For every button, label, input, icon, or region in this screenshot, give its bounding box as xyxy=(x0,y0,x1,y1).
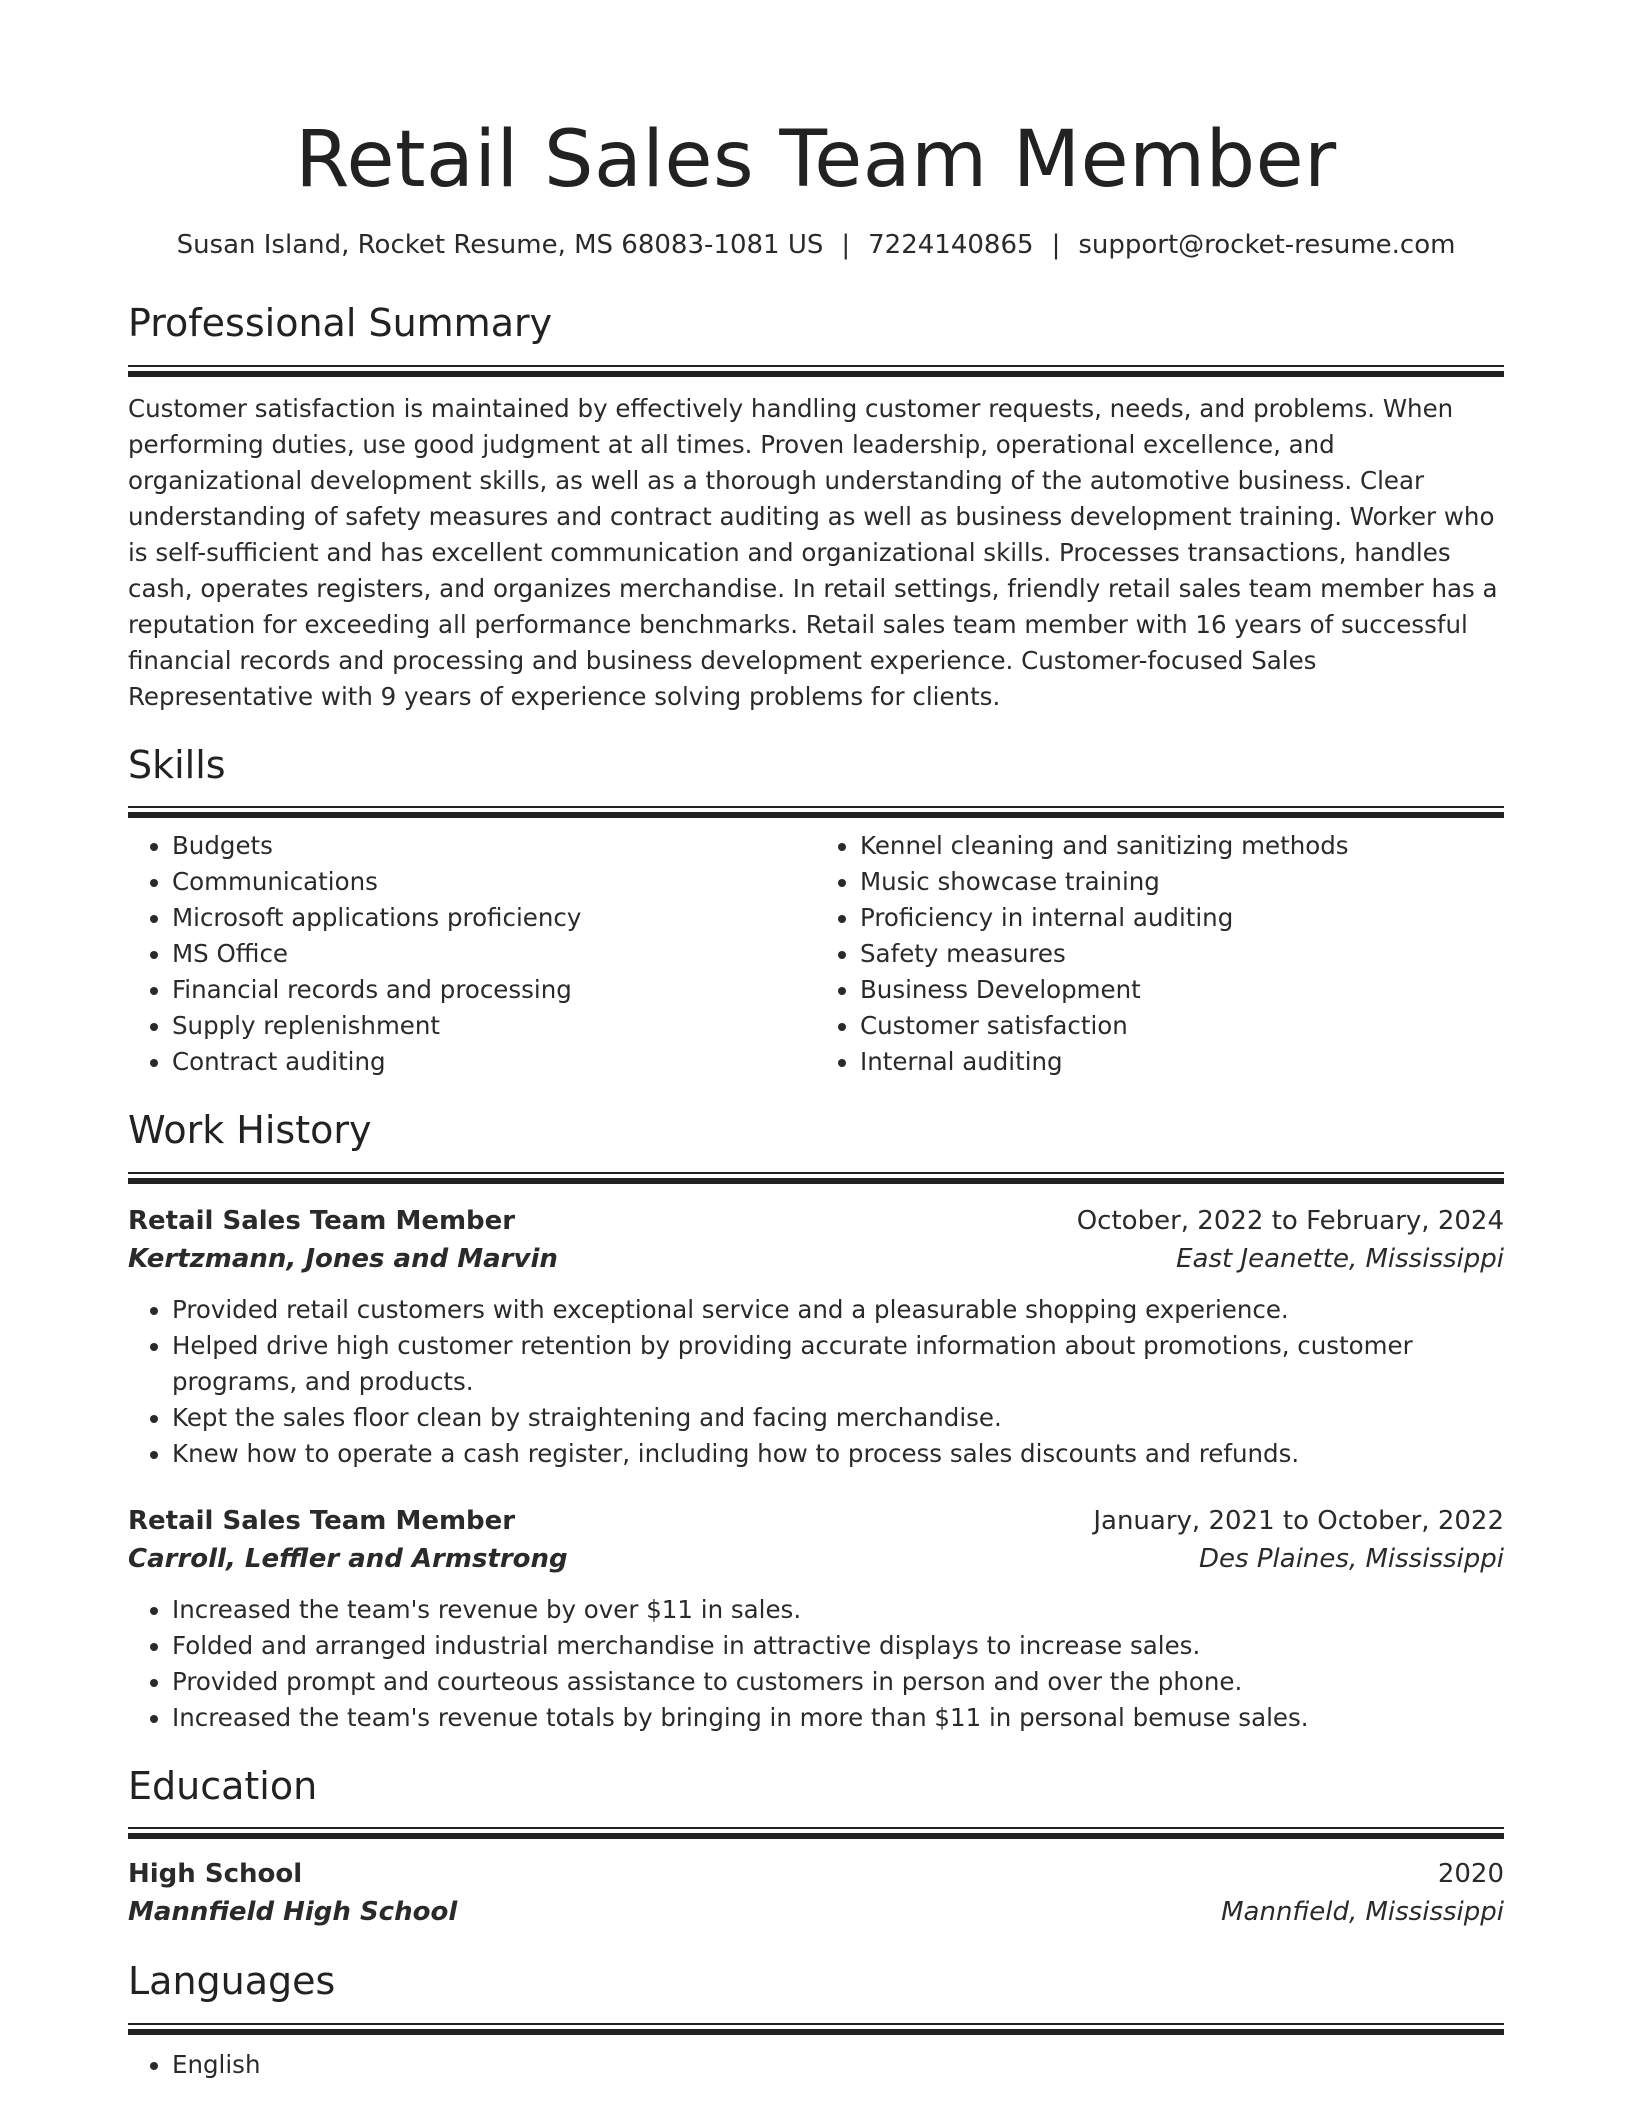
job-duty-item: • Knew how to operate a cash register, including how to process sales discounts and refunds. xyxy=(172,1436,1504,1472)
language-item: • English xyxy=(172,2047,1504,2083)
job-dates: January, 2021 to October, 2022 xyxy=(1093,1505,1504,1536)
section-divider xyxy=(128,2023,1504,2035)
skill-item: • Microsoft applications proficiency xyxy=(172,900,816,936)
job-header xyxy=(128,1202,1504,1240)
skills-heading: Skills xyxy=(128,742,226,787)
job-location: Des Plaines, Mississippi xyxy=(1199,1543,1504,1574)
job-duty-item: • Provided retail customers with exceptional service and a pleasurable shopping experience. xyxy=(172,1292,1504,1328)
contact-separator: | xyxy=(1051,229,1061,260)
job-subheader xyxy=(128,1240,1504,1278)
job-location: East Jeanette, Mississippi xyxy=(1176,1243,1504,1274)
skill-item: • MS Office xyxy=(172,936,816,972)
contact-email: support@rocket-resume.com xyxy=(1078,229,1456,260)
education-location: Mannfield, Mississippi xyxy=(1221,1897,1504,1928)
section-divider xyxy=(128,1172,1504,1184)
job-duties-list xyxy=(128,1292,1504,1472)
summary-section xyxy=(128,301,1504,715)
skill-item: • Supply replenishment xyxy=(172,1008,816,1044)
job-dates: October, 2022 to February, 2024 xyxy=(1076,1205,1504,1236)
section-divider xyxy=(128,1827,1504,1839)
contact-separator: | xyxy=(841,229,851,260)
job-subheader xyxy=(128,1540,1504,1578)
job-duty-item: • Folded and arranged industrial merchandise in attractive displays to increase sales. xyxy=(172,1628,1504,1664)
skill-item: • Music showcase training xyxy=(860,864,1504,900)
contact-line xyxy=(128,230,1504,261)
languages-list xyxy=(128,2047,1504,2083)
job-company: Kertzmann, Jones and Marvin xyxy=(128,1243,558,1274)
education-header xyxy=(128,1855,1504,1893)
job-duty-item: • Provided prompt and courteous assistance to customers in person and over the phone. xyxy=(172,1664,1504,1700)
skill-item: • Kennel cleaning and sanitizing methods xyxy=(860,828,1504,864)
job-duty-item: • Increased the team's revenue by over $11 in sales. xyxy=(172,1592,1504,1628)
skill-item: • Proficiency in internal auditing xyxy=(860,900,1504,936)
job-duty-item: • Increased the team's revenue totals by bringing in more than $11 in personal bemuse sales. xyxy=(172,1700,1504,1736)
job-entry xyxy=(128,1502,1504,1736)
job-company: Carroll, Leffler and Armstrong xyxy=(128,1543,568,1574)
languages-section xyxy=(128,1959,1504,2083)
section-divider xyxy=(128,806,1504,818)
work-history-section xyxy=(128,1108,1504,1736)
skills-list-left xyxy=(128,828,816,1080)
summary-heading: Professional Summary xyxy=(128,300,553,345)
job-title: Retail Sales Team Member xyxy=(128,1505,516,1536)
skill-item: • Communications xyxy=(172,864,816,900)
skill-item: • Financial records and processing xyxy=(172,972,816,1008)
job-duties-list xyxy=(128,1592,1504,1736)
education-subheader xyxy=(128,1893,1504,1931)
skill-item: • Contract auditing xyxy=(172,1044,816,1080)
skill-item: • Business Development xyxy=(860,972,1504,1008)
skill-item: • Safety measures xyxy=(860,936,1504,972)
skill-item: • Customer satisfaction xyxy=(860,1008,1504,1044)
job-header xyxy=(128,1502,1504,1540)
job-entry xyxy=(128,1202,1504,1472)
skill-item: • Budgets xyxy=(172,828,816,864)
skills-list-right xyxy=(816,828,1504,1080)
skill-item: • Internal auditing xyxy=(860,1044,1504,1080)
languages-heading: Languages xyxy=(128,1959,336,2004)
contact-address: Susan Island, Rocket Resume, MS 68083-1081 US xyxy=(176,229,824,260)
education-school: Mannfield High School xyxy=(128,1897,458,1928)
skills-columns xyxy=(128,828,1504,1080)
resume-title: Retail Sales Team Member xyxy=(295,115,1337,205)
contact-phone: 7224140865 xyxy=(868,229,1034,260)
work-history-heading: Work History xyxy=(128,1108,372,1153)
skills-section xyxy=(128,743,1504,1081)
job-duty-item: • Kept the sales floor clean by straightening and facing merchandise. xyxy=(172,1400,1504,1436)
job-duty-item: • Helped drive high customer retention by providing accurate information about promotions, customer programs, and products. xyxy=(172,1328,1504,1400)
education-entry xyxy=(128,1855,1504,1931)
section-divider xyxy=(128,365,1504,377)
education-year: 2020 xyxy=(1437,1859,1504,1890)
summary-text: Customer satisfaction is maintained by effectively handling customer requests, needs, and problems. When performing duties, use good judgment at all times. Proven leadership, operational excellence, and organizational development skills, as well as a thorough understanding of the automotive business. Clear understanding of safety measures and contract auditing as well as business development training. Worker who is self-sufficient and has excellent communication and organizational skills. Processes transactions, handles cash, operates registers, and organizes merchandise. In retail settings, friendly retail sales team member has a reputation for exceeding all performance benchmarks. Retail sales team member with 16 years of successful financial records and processing and business development experience. Customer-focused Sales Representative with 9 years of experience solving problems for clients. xyxy=(128,393,1498,711)
education-degree: High School xyxy=(128,1859,303,1890)
education-section xyxy=(128,1764,1504,1932)
job-title: Retail Sales Team Member xyxy=(128,1205,516,1236)
education-heading: Education xyxy=(128,1763,318,1808)
